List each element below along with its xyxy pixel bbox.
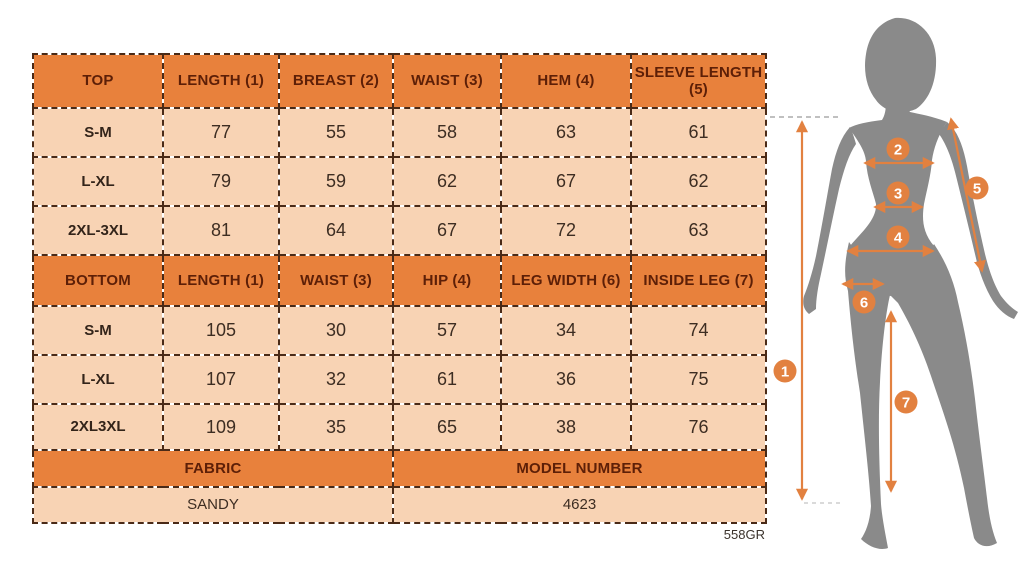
- size-value-cell: 59: [279, 157, 393, 206]
- size-value-cell: 38: [501, 404, 631, 450]
- badge-number: 7: [901, 394, 911, 412]
- table-row: [33, 108, 766, 157]
- column-header-length: LENGTH (1): [163, 255, 279, 306]
- size-value-cell: 32: [279, 355, 393, 404]
- column-header-leg-width: LEG WIDTH (6): [501, 255, 631, 306]
- row-size-label: S-M: [33, 108, 163, 157]
- size-value-cell: 57: [393, 306, 501, 355]
- badge-number: 2: [893, 141, 903, 159]
- product-code: 558GR: [723, 527, 765, 542]
- size-value-cell: 34: [501, 306, 631, 355]
- badge-number: 1: [780, 363, 790, 381]
- size-value-cell: 62: [393, 157, 501, 206]
- column-header-bottom: BOTTOM: [33, 255, 163, 306]
- measurement-badge-5: [966, 177, 989, 200]
- fabric-label-cell: FABRIC: [33, 450, 393, 487]
- size-value-cell: 62: [631, 157, 766, 206]
- column-header-sleeve-length: SLEEVE LENGTH (5): [631, 54, 766, 108]
- size-value-cell: 107: [163, 355, 279, 404]
- measurement-badge-2: [887, 138, 910, 161]
- size-value-cell: 58: [393, 108, 501, 157]
- table-row: [33, 355, 766, 404]
- measurement-badge-1: [774, 360, 797, 383]
- size-value-cell: 67: [393, 206, 501, 255]
- woman-silhouette-icon: [803, 18, 1018, 549]
- size-value-cell: 72: [501, 206, 631, 255]
- row-size-label: L-XL: [33, 355, 163, 404]
- size-value-cell: 75: [631, 355, 766, 404]
- column-header-waist: WAIST (3): [393, 54, 501, 108]
- column-header-breast: BREAST (2): [279, 54, 393, 108]
- footer-value-row: [33, 487, 766, 523]
- size-value-cell: 55: [279, 108, 393, 157]
- column-header-waist: WAIST (3): [279, 255, 393, 306]
- fabric-value-cell: SANDY: [33, 487, 393, 523]
- body-measurement-figure: [770, 5, 1024, 565]
- size-value-cell: 76: [631, 404, 766, 450]
- table-row: [33, 306, 766, 355]
- silhouette-left-leg: [845, 242, 890, 549]
- size-value-cell: 74: [631, 306, 766, 355]
- column-header-hem: HEM (4): [501, 54, 631, 108]
- footer-header-row: [33, 450, 766, 487]
- size-chart-table: [32, 53, 767, 524]
- size-value-cell: 109: [163, 404, 279, 450]
- size-value-cell: 61: [393, 355, 501, 404]
- row-size-label: 2XL-3XL: [33, 206, 163, 255]
- column-header-length: LENGTH (1): [163, 54, 279, 108]
- column-header-hip: HIP (4): [393, 255, 501, 306]
- badge-number: 5: [972, 180, 982, 198]
- measurement-badge-6: [853, 291, 876, 314]
- size-value-cell: 81: [163, 206, 279, 255]
- badge-number: 4: [893, 229, 903, 247]
- size-value-cell: 61: [631, 108, 766, 157]
- badge-number: 3: [893, 185, 903, 203]
- row-size-label: L-XL: [33, 157, 163, 206]
- bottom-header-row: [33, 255, 766, 306]
- size-value-cell: 64: [279, 206, 393, 255]
- table-row: [33, 404, 766, 450]
- row-size-label: 2XL3XL: [33, 404, 163, 450]
- table-row: [33, 206, 766, 255]
- table-row: [33, 157, 766, 206]
- size-value-cell: 35: [279, 404, 393, 450]
- model-number-value-cell: 4623: [393, 487, 766, 523]
- badge-number: 6: [859, 294, 869, 312]
- size-value-cell: 36: [501, 355, 631, 404]
- size-value-cell: 63: [501, 108, 631, 157]
- figure-svg: [770, 5, 1024, 565]
- silhouette-head: [865, 18, 936, 112]
- size-value-cell: 105: [163, 306, 279, 355]
- size-value-cell: 30: [279, 306, 393, 355]
- size-value-cell: 67: [501, 157, 631, 206]
- size-value-cell: 65: [393, 404, 501, 450]
- column-header-inside-leg: INSIDE LEG (7): [631, 255, 766, 306]
- row-size-label: S-M: [33, 306, 163, 355]
- measurement-badge-7: [895, 391, 918, 414]
- size-value-cell: 77: [163, 108, 279, 157]
- measurement-badge-4: [887, 226, 910, 249]
- size-value-cell: 63: [631, 206, 766, 255]
- model-number-label-cell: MODEL NUMBER: [393, 450, 766, 487]
- size-value-cell: 79: [163, 157, 279, 206]
- column-header-top: TOP: [33, 54, 163, 108]
- top-header-row: [33, 54, 766, 108]
- measurement-badge-3: [887, 182, 910, 205]
